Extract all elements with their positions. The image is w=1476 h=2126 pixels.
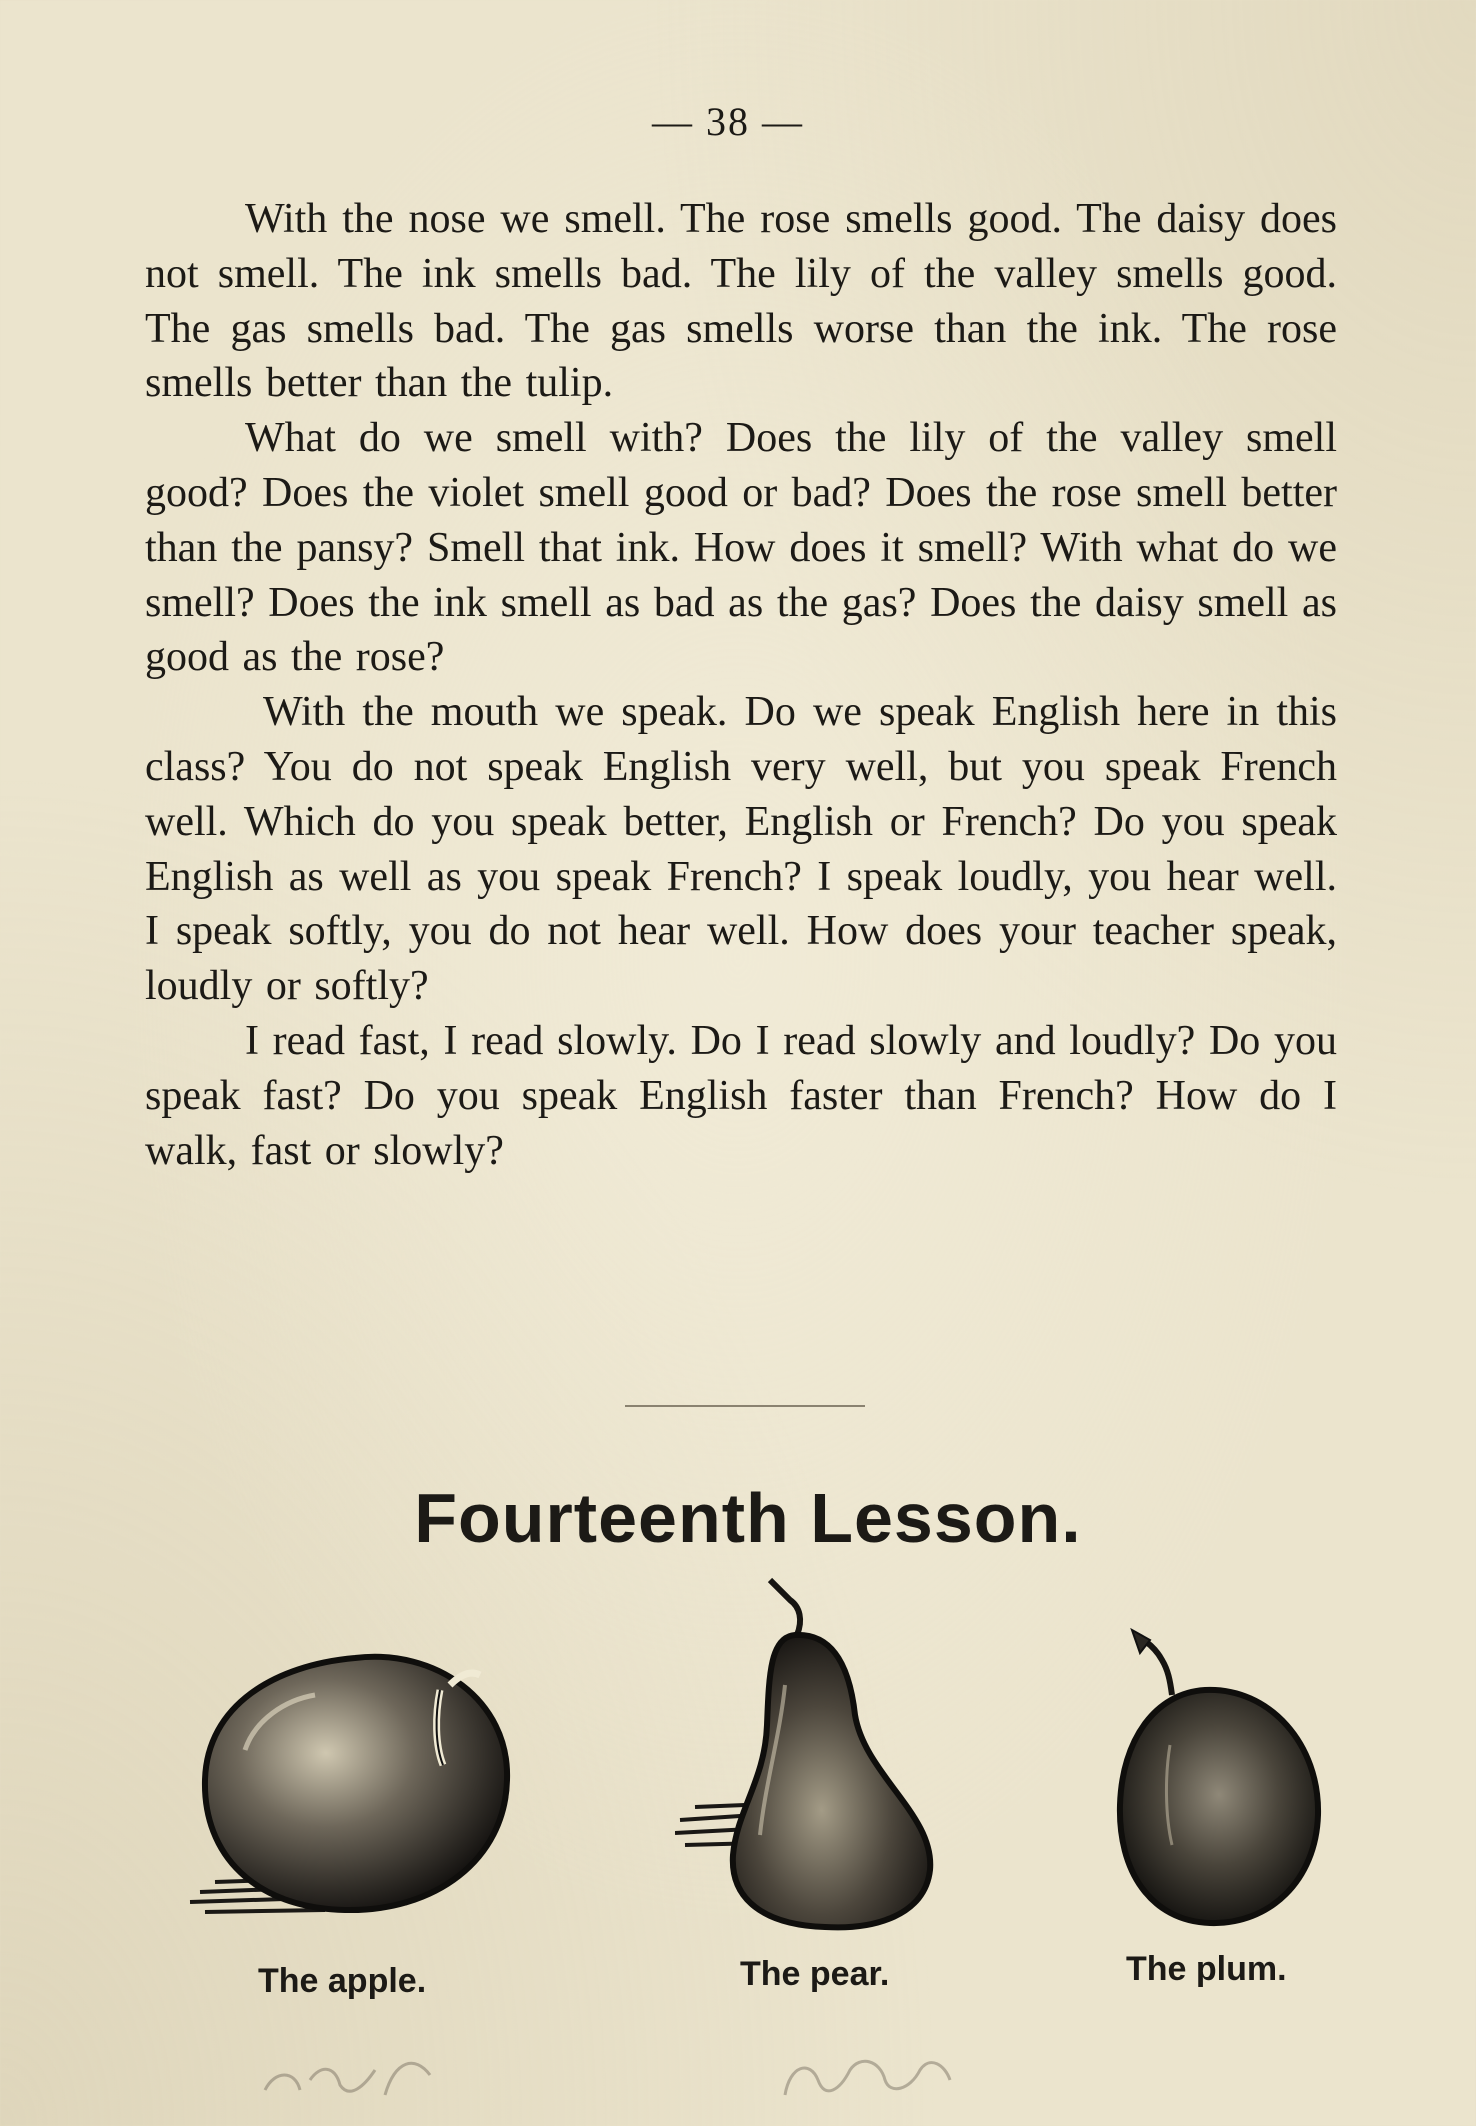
pear-illustration [675,1575,955,1935]
section-divider [625,1405,865,1407]
body-text [145,192,1337,1178]
pencil-mark [770,2035,960,2126]
plum-illustration [1110,1625,1330,1935]
paragraph-mouth: With the mouth we speak. Do we speak English here in this class? You do not speak English very well, but you speak French well. Which do you speak better, English or French? Do you speak English as well as you speak French? I speak loudly, you hear well. I speak softly, you do not hear well. How does your teacher speak, loudly or softly? [145,689,1337,1010]
apple-caption: The apple. [258,1962,427,2000]
pencil-mark [255,2040,445,2121]
plum-caption: The plum. [1126,1950,1287,1988]
paragraph-smell-questions: What do we smell with? Does the lily of the valley smell good? Does the violet smell good or bad? Does the rose smell better than the pansy? Smell that ink. How does it smell? With what do we smell? Does the ink smell as bad as the gas? Does the daisy smell as good as the rose? [145,415,1337,681]
paragraph-read: I read fast, I read slowly. Do I read slowly and loudly? Do you speak fast? Do you speak English faster than French? How do I walk, fast or slowly? [145,1017,1337,1174]
paragraph-nose: With the nose we smell. The rose smells good. The daisy does not smell. The ink smells bad. The lily of the valley smells good. The gas smells bad. The gas smells worse than the ink. The rose smells better than the tulip. [145,196,1337,407]
lesson-title: Fourteenth Lesson. [414,1479,1082,1557]
page-number: — 38 — [652,99,804,144]
apple-illustration [185,1630,525,1930]
pear-caption: The pear. [740,1955,890,1993]
